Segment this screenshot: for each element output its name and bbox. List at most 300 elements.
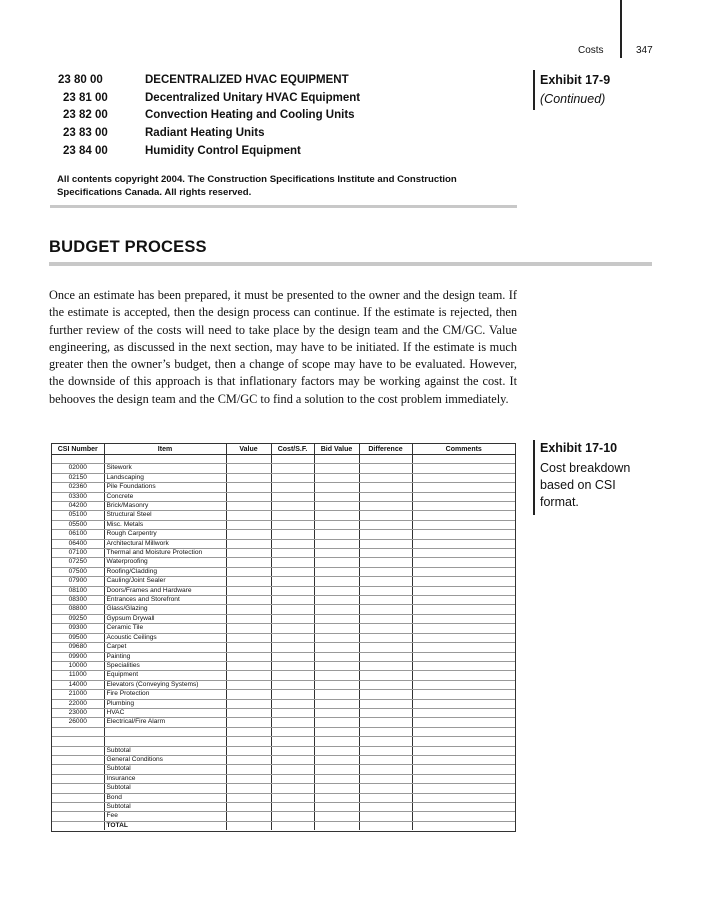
empty-cell [412,530,515,539]
empty-cell [359,774,412,783]
empty-cell [314,511,359,520]
item-cell: General Conditions [104,755,226,764]
empty-cell [226,793,271,802]
empty-cell [226,520,271,529]
csi-number-cell: 05500 [52,520,104,529]
empty-cell [271,765,314,774]
item-cell: Brick/Masonry [104,502,226,511]
item-cell: Bond [104,793,226,802]
empty-cell [226,802,271,811]
empty-cell [226,643,271,652]
empty-cell [314,502,359,511]
empty-cell [412,802,515,811]
empty-cell [359,727,412,736]
empty-cell [271,812,314,821]
csi-number-cell: 06100 [52,530,104,539]
csi-code-label: Radiant Heating Units [145,127,265,140]
empty-cell [271,473,314,482]
empty-cell [314,473,359,482]
table-row [52,455,515,464]
empty-cell [412,624,515,633]
item-cell: Subtotal [104,746,226,755]
empty-cell [412,784,515,793]
item-cell: Pile Foundations [104,483,226,492]
empty-cell [412,793,515,802]
csi-code-row [57,142,360,160]
body-paragraph: Once an estimate has been prepared, it must be presented to the owner and the design team. If the estimate is accepted, then the design process can continue. If the estimate is rejected, then further review of the costs will need to take place by the design team and the CM/GC. Value engineering, as discussed in the next section, may have to be initiated. If the estimate is much greater then the owner’s budget, then a change of scope may have to be evaluated. However, the downside of this approach is that inflationary factors may be working against the cost. It behooves the design team and the CM/GC to find a solution to the cost problem immediately. [49,288,517,406]
empty-cell [412,680,515,689]
empty-cell [226,699,271,708]
item-cell: Painting [104,652,226,661]
empty-cell [226,455,271,464]
empty-cell [359,511,412,520]
table-row [52,802,515,811]
csi-number-cell: 05100 [52,511,104,520]
item-cell: Thermal and Moisture Protection [104,549,226,558]
empty-cell [412,596,515,605]
empty-cell [314,549,359,558]
empty-cell [314,793,359,802]
empty-cell [412,643,515,652]
empty-cell [226,727,271,736]
empty-cell [271,455,314,464]
empty-cell [314,680,359,689]
empty-cell [314,492,359,501]
table-row [52,718,515,727]
exhibit-rule [533,70,535,110]
page-number: 347 [636,45,653,56]
empty-cell [271,624,314,633]
empty-cell [226,633,271,642]
empty-cell [359,737,412,746]
csi-code-label: DECENTRALIZED HVAC EQUIPMENT [145,73,349,86]
empty-cell [271,671,314,680]
column-header: Comments [412,444,515,455]
item-cell [104,737,226,746]
csi-number-cell: 02150 [52,473,104,482]
item-cell: Specialities [104,661,226,670]
section-title: BUDGET PROCESS [49,238,207,256]
csi-code-label: Convection Heating and Cooling Units [145,109,355,122]
column-header: Difference [359,444,412,455]
empty-cell [226,624,271,633]
column-header: Item [104,444,226,455]
empty-cell [271,558,314,567]
csi-number-cell [52,774,104,783]
empty-cell [359,464,412,473]
empty-cell [226,596,271,605]
item-cell: Cauling/Joint Sealer [104,577,226,586]
empty-cell [226,530,271,539]
table-row [52,812,515,821]
empty-cell [359,530,412,539]
empty-cell [412,455,515,464]
item-cell: Glass/Glazing [104,605,226,614]
csi-number-cell: 26000 [52,718,104,727]
empty-cell [226,812,271,821]
empty-cell [359,802,412,811]
empty-cell [314,483,359,492]
empty-cell [271,784,314,793]
empty-cell [314,727,359,736]
empty-cell [314,718,359,727]
empty-cell [359,605,412,614]
empty-cell [271,643,314,652]
csi-number-cell: 02000 [52,464,104,473]
empty-cell [412,774,515,783]
empty-cell [226,502,271,511]
empty-cell [314,577,359,586]
empty-cell [314,596,359,605]
item-cell: Waterproofing [104,558,226,567]
empty-cell [226,549,271,558]
csi-code-number: 23 80 00 [58,73,103,86]
empty-cell [271,821,314,830]
empty-cell [412,520,515,529]
item-cell: Sitework [104,464,226,473]
empty-cell [314,464,359,473]
empty-cell [271,652,314,661]
empty-cell [359,492,412,501]
empty-cell [314,737,359,746]
table-row [52,765,515,774]
table-row [52,727,515,736]
csi-number-cell [52,821,104,830]
empty-cell [271,746,314,755]
empty-cell [226,661,271,670]
table-row [52,690,515,699]
csi-number-cell: 07900 [52,577,104,586]
empty-cell [314,643,359,652]
empty-cell [412,633,515,642]
empty-cell [359,765,412,774]
empty-cell [271,727,314,736]
table-row [52,708,515,717]
csi-number-cell: 09900 [52,652,104,661]
empty-cell [226,774,271,783]
csi-number-cell [52,812,104,821]
empty-cell [412,812,515,821]
empty-cell [271,755,314,764]
empty-cell [412,605,515,614]
table-row [52,671,515,680]
item-cell: Fee [104,812,226,821]
empty-cell [271,614,314,623]
csi-number-cell: 11000 [52,671,104,680]
empty-cell [226,539,271,548]
item-cell: Landscaping [104,473,226,482]
empty-cell [412,718,515,727]
empty-cell [271,802,314,811]
empty-cell [412,699,515,708]
empty-cell [412,737,515,746]
table-row [52,577,515,586]
item-cell: Ceramic Tile [104,624,226,633]
empty-cell [359,558,412,567]
csi-code-row [57,71,360,89]
empty-cell [271,690,314,699]
exhibit-rule [533,440,535,515]
empty-cell [271,586,314,595]
empty-cell [412,567,515,576]
empty-cell [412,661,515,670]
empty-cell [314,746,359,755]
csi-number-cell: 07100 [52,549,104,558]
table-row [52,624,515,633]
empty-cell [314,755,359,764]
csi-number-cell [52,455,104,464]
csi-number-cell: 08100 [52,586,104,595]
empty-cell [271,605,314,614]
table-row [52,680,515,689]
csi-code-row [57,107,360,125]
csi-number-cell: 09250 [52,614,104,623]
csi-number-cell: 09500 [52,633,104,642]
table-row [52,539,515,548]
item-cell: Subtotal [104,802,226,811]
csi-code-label: Decentralized Unitary HVAC Equipment [145,91,361,104]
item-cell: Insurance [104,774,226,783]
empty-cell [359,812,412,821]
empty-cell [412,586,515,595]
table-row [52,473,515,482]
empty-cell [271,596,314,605]
empty-cell [226,577,271,586]
empty-cell [359,718,412,727]
empty-cell [314,821,359,830]
csi-number-cell: 08800 [52,605,104,614]
empty-cell [412,502,515,511]
table-row [52,793,515,802]
empty-cell [226,586,271,595]
csi-code-number: 23 81 00 [63,91,108,104]
table-row [52,605,515,614]
csi-number-cell [52,793,104,802]
table-row [52,596,515,605]
header-rule [620,0,622,58]
empty-cell [271,718,314,727]
empty-cell [359,586,412,595]
table-row [52,821,515,830]
empty-cell [314,567,359,576]
empty-cell [412,821,515,830]
empty-cell [314,784,359,793]
empty-cell [359,784,412,793]
empty-cell [412,690,515,699]
csi-number-cell: 04200 [52,502,104,511]
csi-number-cell: 09300 [52,624,104,633]
exhibit-title: Exhibit 17-10 [540,441,618,455]
item-cell [104,727,226,736]
item-cell: Subtotal [104,784,226,793]
table-row [52,464,515,473]
csi-number-cell: 21000 [52,690,104,699]
empty-cell [226,755,271,764]
table-header-row [52,444,515,455]
empty-cell [314,614,359,623]
empty-cell [359,614,412,623]
empty-cell [314,530,359,539]
empty-cell [226,765,271,774]
empty-cell [314,671,359,680]
empty-cell [226,483,271,492]
empty-cell [271,464,314,473]
empty-cell [412,755,515,764]
table-row [52,737,515,746]
table-row [52,746,515,755]
empty-cell [226,784,271,793]
item-cell: Rough Carpentry [104,530,226,539]
item-cell: Subtotal [104,765,226,774]
empty-cell [412,473,515,482]
empty-cell [271,737,314,746]
table-row [52,784,515,793]
empty-cell [271,793,314,802]
empty-cell [359,661,412,670]
csi-code-number: 23 83 00 [63,127,108,140]
empty-cell [359,624,412,633]
csi-number-cell: 02360 [52,483,104,492]
table-row [52,511,515,520]
table-row [52,614,515,623]
empty-cell [226,821,271,830]
empty-cell [412,765,515,774]
empty-cell [271,502,314,511]
table-row [52,643,515,652]
table-row [52,520,515,529]
empty-cell [226,690,271,699]
csi-number-cell: 06400 [52,539,104,548]
empty-cell [226,567,271,576]
divider [50,205,517,208]
csi-code-number: 23 84 00 [63,145,108,158]
running-header: Costs [578,45,604,56]
table-row [52,558,515,567]
item-cell: Misc. Metals [104,520,226,529]
empty-cell [314,765,359,774]
empty-cell [314,539,359,548]
item-cell: Elevators (Conveying Systems) [104,680,226,689]
csi-code-label: Humidity Control Equipment [145,145,301,158]
empty-cell [359,520,412,529]
empty-cell [226,737,271,746]
empty-cell [412,652,515,661]
empty-cell [226,511,271,520]
empty-cell [412,746,515,755]
empty-cell [314,558,359,567]
column-header: Cost/S.F. [271,444,314,455]
empty-cell [359,821,412,830]
item-cell: Equipment [104,671,226,680]
exhibit-description: Cost breakdown based on CSI format. [540,461,631,509]
item-cell: Concrete [104,492,226,501]
empty-cell [314,774,359,783]
csi-number-cell [52,727,104,736]
exhibit-subtitle: (Continued) [540,92,606,106]
empty-cell [226,671,271,680]
item-cell: Acoustic Ceilings [104,633,226,642]
empty-cell [412,492,515,501]
item-cell: Carpet [104,643,226,652]
csi-number-cell: 03300 [52,492,104,501]
empty-cell [271,708,314,717]
empty-cell [359,755,412,764]
empty-cell [226,708,271,717]
table-row [52,652,515,661]
section-divider [49,262,652,266]
empty-cell [314,802,359,811]
csi-number-cell [52,746,104,755]
column-header: Bid Value [314,444,359,455]
empty-cell [271,633,314,642]
csi-number-cell [52,755,104,764]
csi-code-list [57,71,360,160]
empty-cell [359,746,412,755]
empty-cell [226,492,271,501]
empty-cell [226,605,271,614]
csi-number-cell [52,802,104,811]
item-cell: Plumbing [104,699,226,708]
empty-cell [412,577,515,586]
item-cell: Gypsum Drywall [104,614,226,623]
item-cell [104,455,226,464]
item-cell: Electrical/Fire Alarm [104,718,226,727]
empty-cell [412,549,515,558]
csi-number-cell [52,784,104,793]
csi-code-row [57,124,360,142]
column-header: CSI Number [52,444,104,455]
empty-cell [314,455,359,464]
empty-cell [314,520,359,529]
item-cell: Doors/Frames and Hardware [104,586,226,595]
empty-cell [359,577,412,586]
empty-cell [314,708,359,717]
csi-number-cell: 07250 [52,558,104,567]
empty-cell [271,680,314,689]
exhibit-title: Exhibit 17-9 [540,73,611,87]
csi-number-cell: 09680 [52,643,104,652]
table-row [52,530,515,539]
empty-cell [359,473,412,482]
empty-cell [226,464,271,473]
csi-number-cell: 23000 [52,708,104,717]
empty-cell [271,567,314,576]
column-header: Value [226,444,271,455]
empty-cell [226,558,271,567]
empty-cell [359,567,412,576]
empty-cell [359,671,412,680]
empty-cell [412,727,515,736]
item-cell: Architectural Millwork [104,539,226,548]
empty-cell [359,633,412,642]
csi-code-row [57,89,360,107]
csi-number-cell: 22000 [52,699,104,708]
csi-number-cell: 10000 [52,661,104,670]
empty-cell [359,539,412,548]
empty-cell [226,473,271,482]
empty-cell [271,661,314,670]
empty-cell [359,596,412,605]
table-row [52,567,515,576]
empty-cell [359,643,412,652]
table-row [52,755,515,764]
empty-cell [271,530,314,539]
empty-cell [314,652,359,661]
table-row [52,774,515,783]
empty-cell [226,746,271,755]
empty-cell [226,614,271,623]
empty-cell [359,699,412,708]
